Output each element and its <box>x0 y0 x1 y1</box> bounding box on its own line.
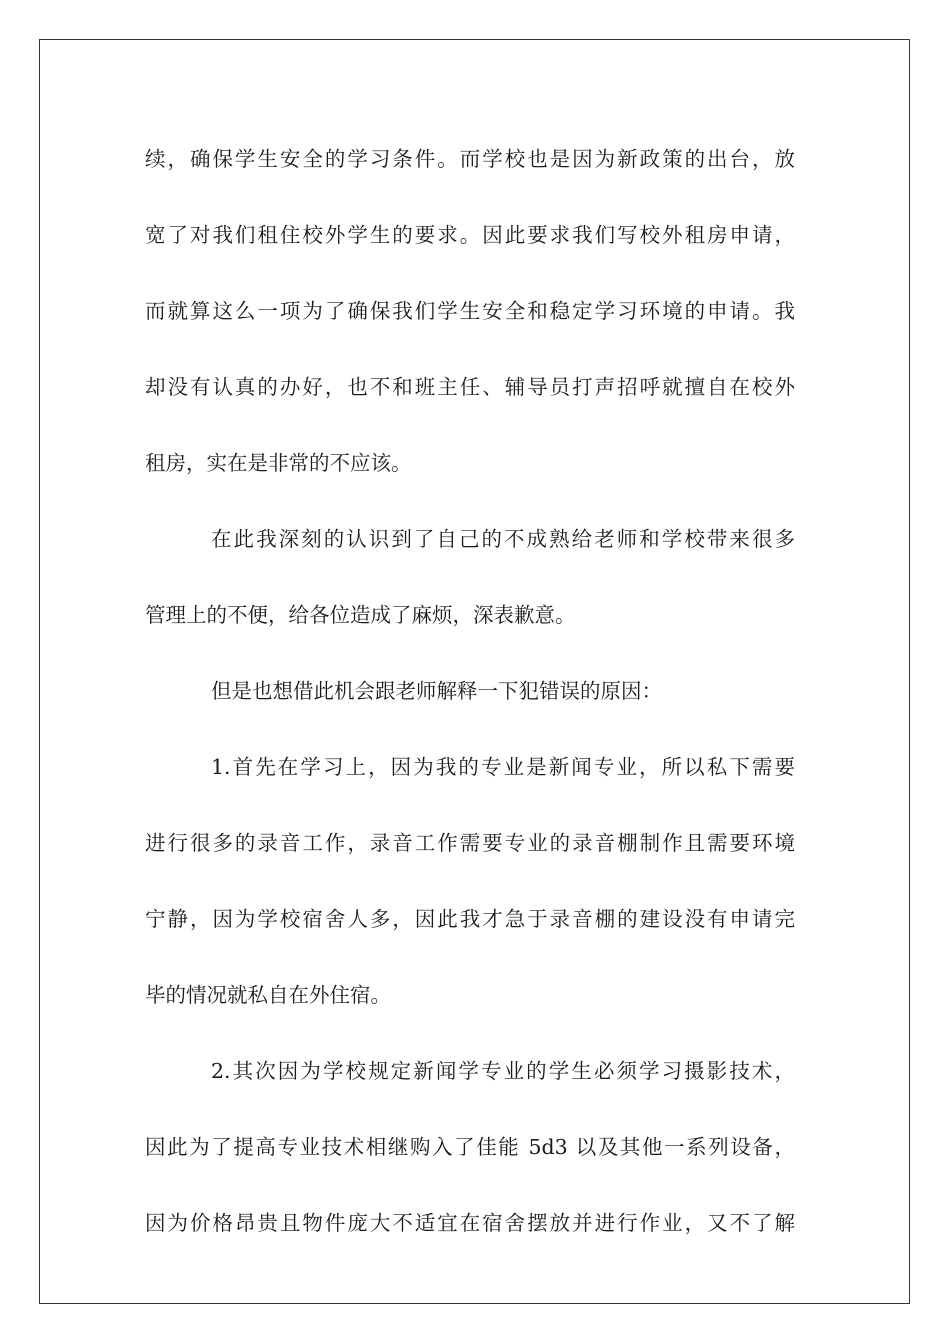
text-line: 2.其次因为学校规定新闻学专业的学生必须学习摄影技术， <box>211 1059 795 1083</box>
text-line: 管理上的不便，给各位造成了麻烦，深表歉意。 <box>145 603 576 627</box>
text-line: 1.首先在学习上，因为我的专业是新闻专业，所以私下需要 <box>211 755 795 779</box>
text-line: 因为价格昂贵且物件庞大不适宜在宿舍摆放并进行作业，又不了解 <box>145 1211 795 1235</box>
text-line: 因此为了提高专业技术相继购入了佳能 5d3 以及其他一系列设备， <box>145 1135 795 1159</box>
text-line: 在此我深刻的认识到了自己的不成熟给老师和学校带来很多 <box>211 527 795 551</box>
text-line: 续，确保学生安全的学习条件。而学校也是因为新政策的出台，放 <box>145 147 795 171</box>
text-line: 毕的情况就私自在外住宿。 <box>145 983 391 1007</box>
text-line: 但是也想借此机会跟老师解释一下犯错误的原因： <box>211 679 662 703</box>
text-line: 租房，实在是非常的不应该。 <box>145 451 412 475</box>
text-line: 却没有认真的办好，也不和班主任、辅导员打声招呼就擅自在校外 <box>145 375 795 399</box>
text-line: 进行很多的录音工作，录音工作需要专业的录音棚制作且需要环境 <box>145 831 795 855</box>
text-line: 宁静，因为学校宿舍人多，因此我才急于录音棚的建设没有申请完 <box>145 907 795 931</box>
text-line: 而就算这么一项为了确保我们学生安全和稳定学习环境的申请。我 <box>145 299 795 323</box>
text-line: 宽了对我们租住校外学生的要求。因此要求我们写校外租房申请， <box>145 223 795 247</box>
